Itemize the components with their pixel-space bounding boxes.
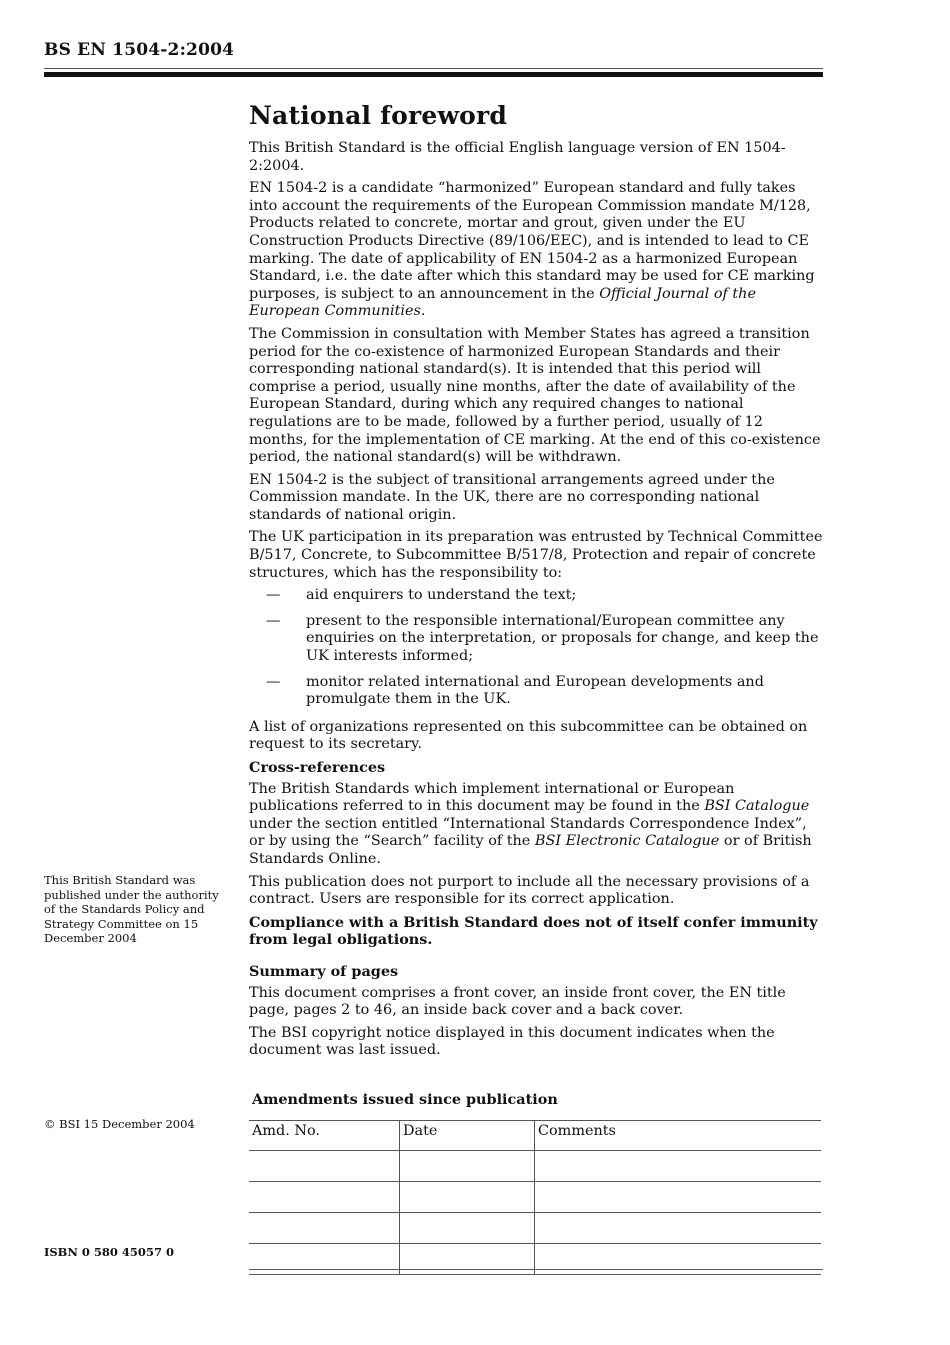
paragraph-cross-references [249, 781, 824, 869]
table-cell [249, 1151, 400, 1182]
table-cell [535, 1182, 822, 1213]
table-cell [535, 1151, 822, 1182]
amendments-title: Amendments issued since publication [252, 1091, 558, 1108]
bsi-electronic-catalogue-ref: BSI Electronic Catalogue [534, 833, 720, 850]
dash-bullet: — [266, 673, 281, 690]
header-rule-thin [44, 68, 823, 69]
document-code: BS EN 1504-2:2004 [44, 40, 235, 60]
header-rule-thick [44, 72, 823, 77]
table-cell [249, 1213, 400, 1244]
official-journal-ref: Official Journal of the European Communities [249, 285, 756, 320]
paragraph-transition: The Commission in consultation with Member States has agreed a transition period for the co-existence of harmonized European Standards and their corresponding national standard(s). It is intended that this period will comprise a period, usually nine months, after the date of availability of the European Standard, during which any required changes to national regulations are to be made, followed by a further period, usually of 12 months, for the implementation of CE marking. At the end of this co-existence period, the national standard(s) will be withdrawn. [249, 325, 821, 466]
list-item [249, 674, 824, 709]
responsibility-list [249, 587, 824, 709]
paragraph-transitional-arrangements: EN 1504-2 is the subject of transitional arrangements agreed under the Commission mandate. In the UK, there are no corresponding national standards of national origin. [249, 471, 775, 523]
crossref-text-a: The British Standards which implement international or European publications referred to in this document may be found in the [249, 780, 735, 815]
table-row [249, 1182, 821, 1213]
paragraph-harmonized [249, 180, 824, 321]
isbn: ISBN 0 580 45057 0 [44, 1245, 174, 1259]
list-item-text: present to the responsible international/European committee any enquiries on the interpretation, or proposals for change, and keep the UK interests informed; [306, 612, 819, 665]
table-cell [400, 1182, 535, 1213]
summary-of-pages-heading: Summary of pages [249, 962, 399, 980]
cross-references-heading: Cross-references [249, 759, 386, 776]
paragraph-harmonized-end: . [420, 303, 426, 320]
list-item [249, 587, 824, 605]
dash-bullet: — [266, 587, 281, 604]
table-cell [400, 1151, 535, 1182]
table-row [249, 1151, 821, 1182]
column-header-amd-no: Amd. No. [249, 1121, 400, 1151]
table-cell [249, 1182, 400, 1213]
bsi-catalogue-ref: BSI Catalogue [704, 798, 810, 815]
page-title: National foreword [249, 101, 508, 130]
paragraph-provisions: This publication does not purport to include all the necessary provisions of a contract. Users are responsible for its correct application. [249, 873, 810, 908]
column-header-comments: Comments [535, 1121, 822, 1151]
list-item-text: monitor related international and European developments and promulgate them in the UK. [306, 673, 764, 708]
table-row [249, 1213, 821, 1244]
amendments-table [249, 1120, 821, 1275]
table-header-row [249, 1121, 821, 1151]
crossref-text-b: under the section entitled “International Standards Correspondence Index”, or by using the “Search” facility of the [249, 815, 807, 850]
list-item [249, 613, 824, 666]
paragraph-summary: This document comprises a front cover, an inside front cover, the EN title page, pages 2 to 46, an inside back cover and a back cover. [249, 984, 786, 1019]
paragraph-organizations: A list of organizations represented on this subcommittee can be obtained on request to its secretary. [249, 718, 808, 753]
bottom-rule [249, 1269, 823, 1270]
table-cell [535, 1213, 822, 1244]
column-header-date: Date [400, 1121, 535, 1151]
compliance-statement: Compliance with a British Standard does not of itself confer immunity from legal obligations. [249, 913, 818, 949]
publication-authority-note: This British Standard was published under the authority of the Standards Policy and Strategy Committee on 15 December 2004 [44, 873, 219, 946]
paragraph-official-version: This British Standard is the official English language version of EN 1504-2:2004. [249, 140, 786, 174]
dash-bullet: — [266, 612, 281, 629]
crossref-text-c: or of British Standards Online. [249, 833, 812, 867]
paragraph-copyright-notice: The BSI copyright notice displayed in this document indicates when the document was last issued. [249, 1024, 775, 1059]
table-cell [400, 1213, 535, 1244]
main-content [249, 100, 824, 1065]
copyright-line: © BSI 15 December 2004 [44, 1117, 195, 1131]
paragraph-harmonized-text: EN 1504-2 is a candidate “harmonized” European standard and fully takes into account the requirements of the European Commission mandate M/128, Products related to concrete, mortar and grout, given under the EU Construction Products Directive (89/106/EEC), and is intended to lead to CE marking. The date of applicability of EN 1504-2 as a harmonized European Standard, i.e. the date after which this standard may be used for CE marking purposes, is subject to an announcement in the [249, 180, 815, 302]
list-item-text: aid enquirers to understand the text; [306, 587, 577, 604]
paragraph-uk-participation: The UK participation in its preparation was entrusted by Technical Committee B/517, Concrete, to Subcommittee B/517/8, Protection and repair of concrete structures, which has the responsibility to: [249, 529, 823, 581]
